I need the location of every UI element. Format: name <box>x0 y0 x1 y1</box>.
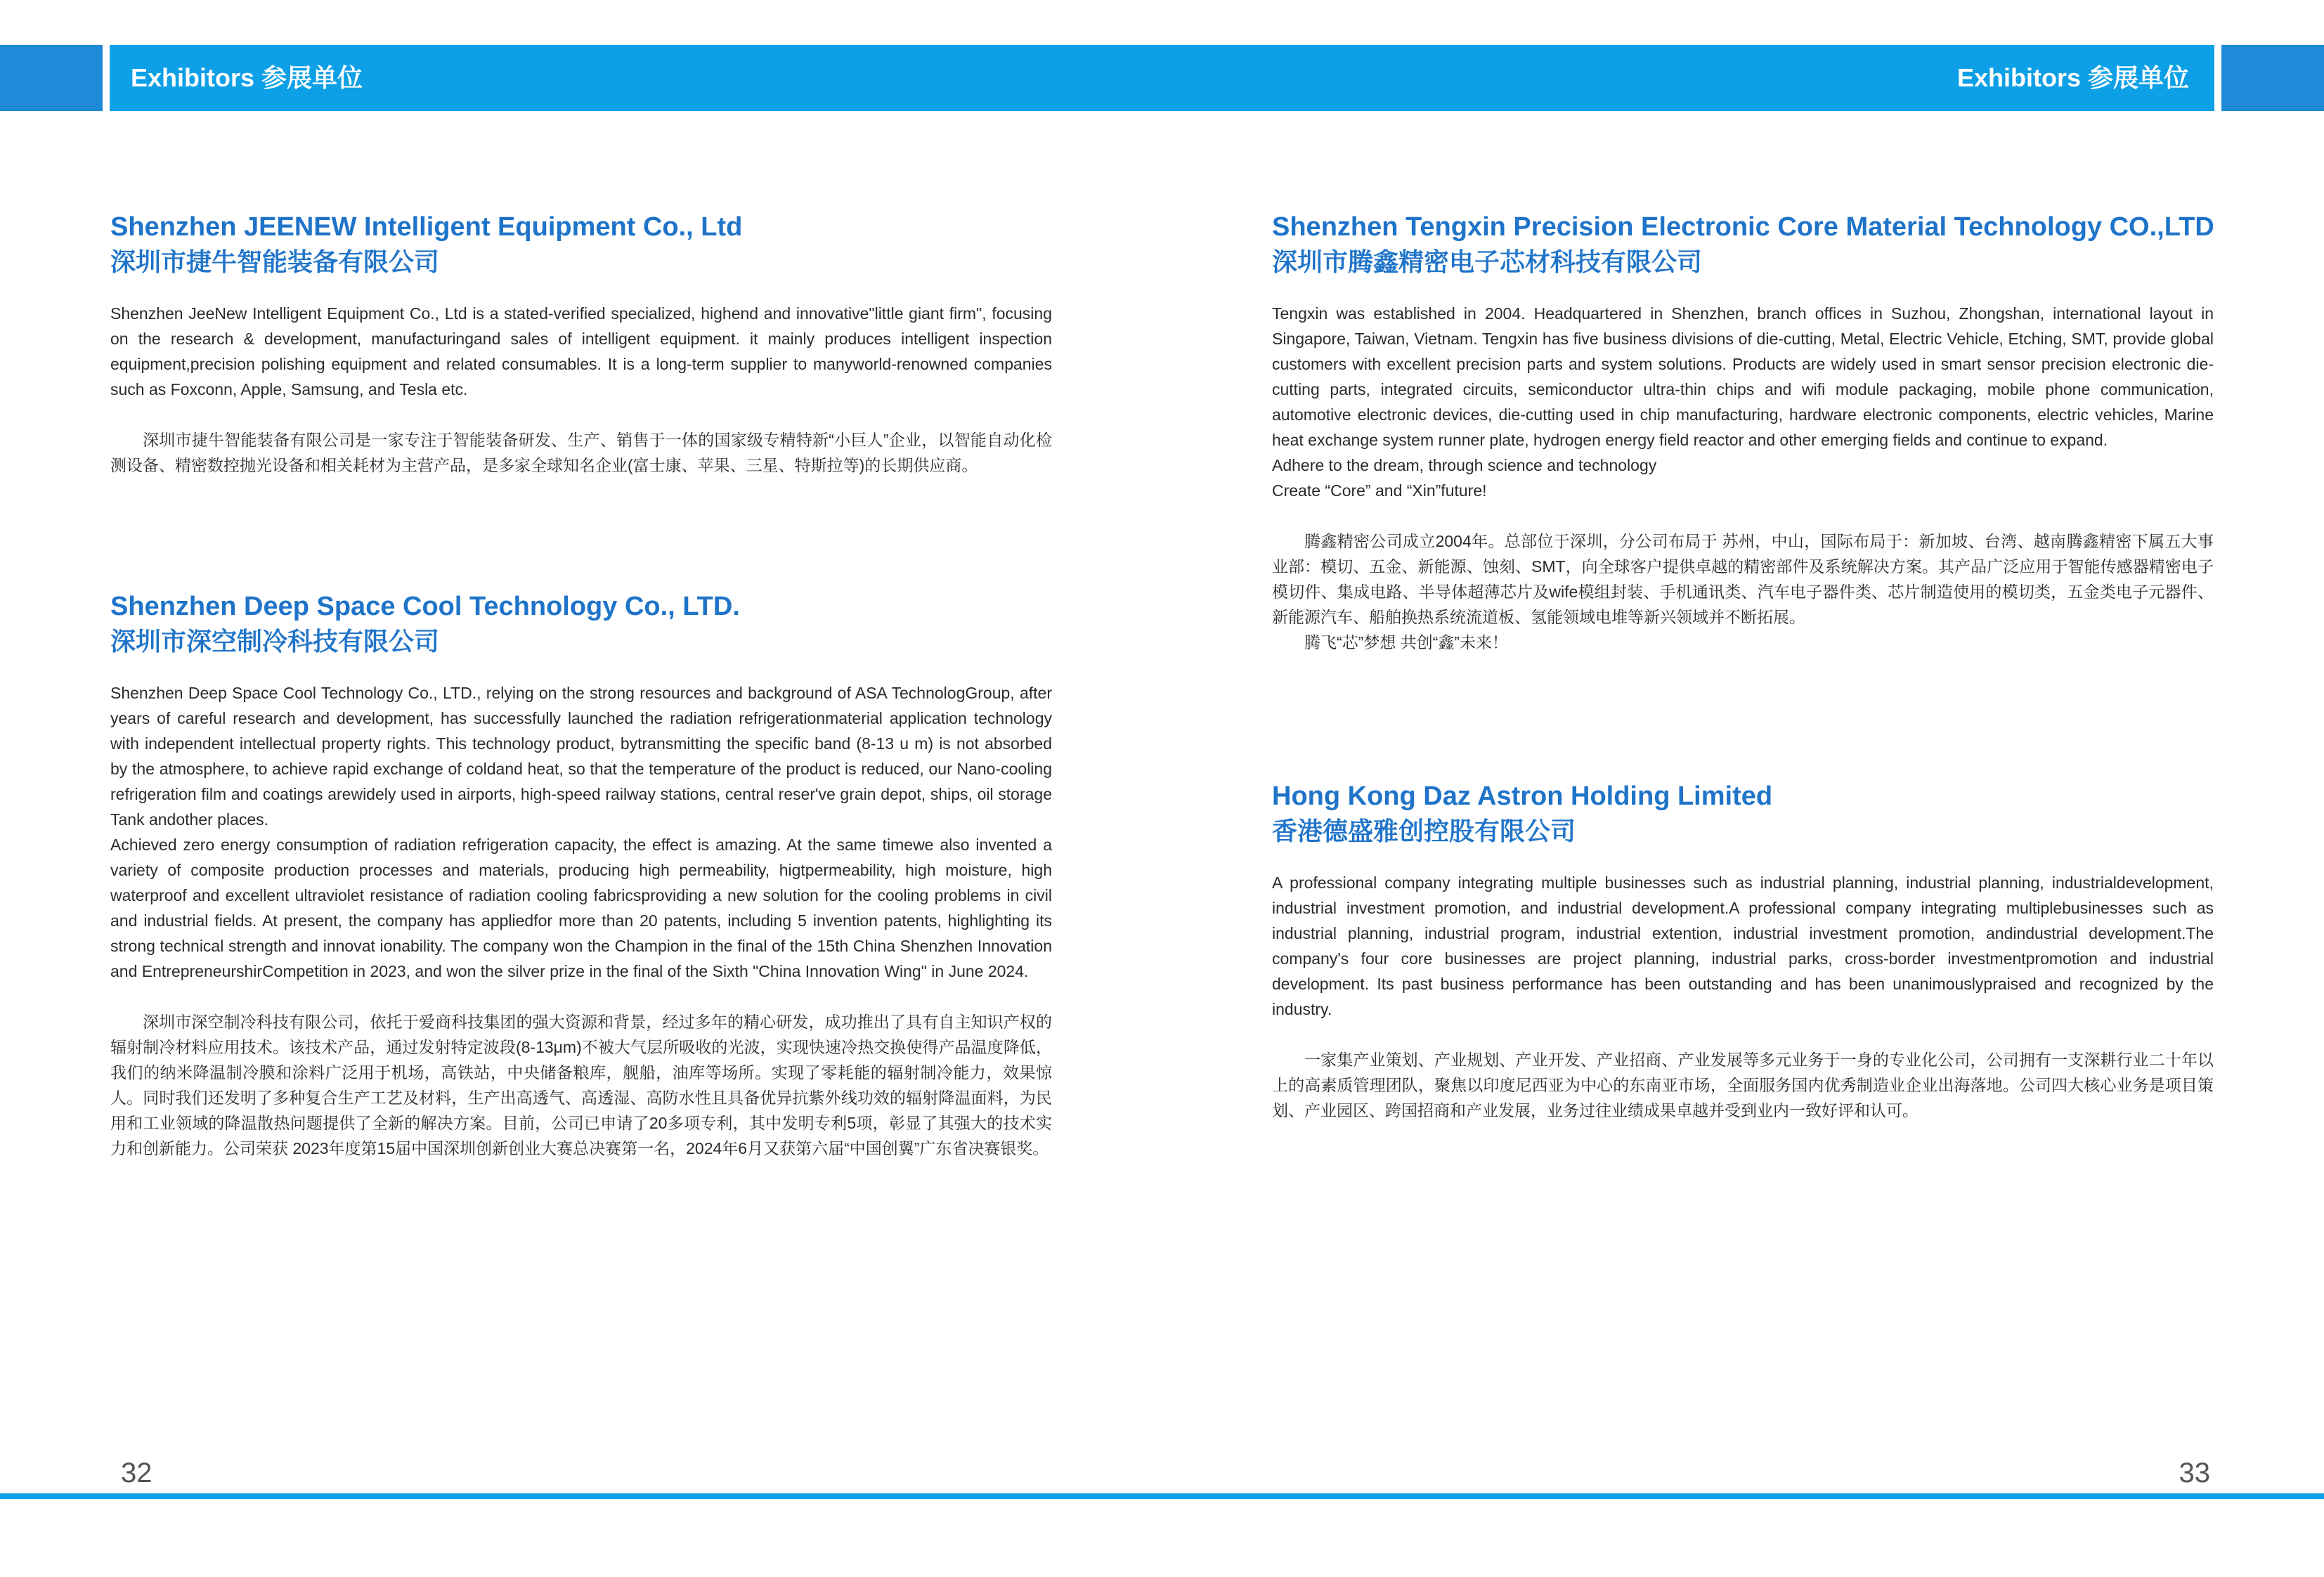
company-name-zh: 深圳市深空制冷科技有限公司 <box>110 627 440 656</box>
company-description-zh: 腾鑫精密公司成立2004年。总部位于深圳，分公司布局于 苏州，中山，国际布局于：新加坡、台湾、越南腾鑫精密下属五大事业部：模切、五金、新能源、蚀刻、SMT，向全球客户提供卓越的精密部件及系统解决方案。其产品广泛应用于智能传感器精密电子模切件、集成电路、半导体超薄芯片及wife模组封装、手机通讯类、汽车电子器件类、芯片制造使用的模切类，五金类电子元器件、新能源汽车、船舶换热系统流道板、氢能领域电堆等新兴领域并不断拓展。 <box>1272 532 2214 626</box>
company-description-zh: 深圳市深空制冷科技有限公司，依托于爱商科技集团的强大资源和背景，经过多年的精心研发，成功推出了具有自主知识产权的辐射制冷材料应用技术。该技术产品，通过发射特定波段(8-13μm)不被大气层所吸收的光波，实现快速冷热交换使得产品温度降低，我们的纳米降温制冷膜和涂料广泛用于机场，高铁站，中央储备粮库，舰船，油库等场所。实现了零耗能的辐射制冷能力，效果惊人。同时我们还发明了多种复合生产工艺及材料，生产出高透气、高透湿、高防水性且具备优异抗紫外线功效的辐射降温面料，为民用和工业领域的降温散热问题提供了全新的解决方案。目前，公司已申请了20多项专利，其中发明专利5项，彰显了其强大的技术实力和创新能力。公司荣获 2023年度第15届中国深圳创新创业大赛总决赛第一名，2024年6月又获第六届“中国创翼”广东省决赛银奖。 <box>110 1013 1052 1157</box>
section-title-right: Exhibitors 参展单位 <box>1956 63 2189 92</box>
company-description-en: Shenzhen Deep Space Cool Technology Co., LTD., relying on the strong resources and background of ASA TechnologGroup, after years of careful research and development, has successfully launched the radiation refrigerationmaterial application technology with independent intellectual property rights. This technology product, bytransmitting the specific band (8-13 u m) is not absorbed by the atmosphere, to achieve rapid exchange of coldand heat, so that the temperature of the product is reduced, our Nano-cooling refrigeration film and coatings arewidely used in airports, high-speed railway stations, central reser've grain depot, ships, oil storage Tank andother places. <box>110 684 1052 829</box>
company-description-en: Shenzhen JeeNew Intelligent Equipment Co., Ltd is a stated-verified specialized, highend and innovative"little giant firm", focusing on the research & development, manufacturingand sales of intelligent equipment. it mainly produces intelligent inspection equipment,precision polishing equipment and related consumables. It is a long-term supplier to manyworld-renowned companies such as Foxconn, Apple, Samsung, and Tesla etc. <box>110 304 1052 398</box>
company-slogan-zh: 腾飞“芯”梦想 共创“鑫”未来！ <box>1304 633 1509 651</box>
company-description-en-continued: Achieved zero energy consumption of radiation refrigeration capacity, the effect is amazing. At the same timewe also invented a variety of composite production processes and materials, producing high permeability, higtpermeability, high moisture, high waterproof and excellent ultraviolet resistance of radiation cooling fabricsproviding a new solution for the cooling problems in civil and industrial fields. At present, the company has appliedfor more than 20 patents, including 5 invention patents, highlighting its strong technical strength and innovat ionability. The company won the Champion in the final of the 15th China Shenzhen Innovation and EntrepreneurshirCompetition in 2023, and won the silver prize in the final of the Sixth "China Innovation Wing" in June 2024. <box>110 836 1052 980</box>
company-name-zh: 深圳市腾鑫精密电子芯材科技有限公司 <box>1272 247 1703 276</box>
company-description-en: Tengxin was established in 2004. Headquartered in Shenzhen, branch offices in Suzhou, Zhongshan, international layout in Singapore, Taiwan, Vietnam. Tengxin has five business divisions of die-cutting, Metal, Electric Vehicle, Etching, SMT, provide global customers with excellent precision parts and system solutions. Products are widely used in smart sensor precision electronic die-cutting parts, integrated circuits, semiconductor ultra-thin chips and wifi module packaging, mobile phone communication, automotive electronic devices, die-cutting used in chip manufacturing, hardware electronic components, electric vehicles, Marine heat exchange system runner plate, hydrogen energy field reactor and other emerging fields and continue to expand. <box>1272 304 2214 449</box>
company-name-en: Shenzhen Deep Space Cool Technology Co., LTD. <box>110 592 740 621</box>
company-name-en: Hong Kong Daz Astron Holding Limited <box>1272 781 1773 811</box>
company-name-en: Shenzhen Tengxin Precision Electronic Core Material Technology CO.,LTD <box>1272 212 2214 242</box>
page-number-right: 33 <box>2179 1458 2210 1488</box>
company-name-zh: 香港德盛雅创控股有限公司 <box>1272 817 1576 845</box>
header-accent-left <box>0 45 103 111</box>
company-jeenew <box>110 209 1052 478</box>
company-name-zh: 深圳市捷牛智能装备有限公司 <box>110 247 440 276</box>
company-description-zh: 深圳市捷牛智能装备有限公司是一家专注于智能装备研发、生产、销售于一体的国家级专精特新“小巨人”企业，以智能自动化检测设备、精密数控抛光设备和相关耗材为主营产品，是多家全球知名企业(富士康、苹果、三星、特斯拉等)的长期供应商。 <box>110 431 1052 474</box>
header-accent-right <box>2221 45 2324 111</box>
company-daz-astron <box>1272 779 2214 1123</box>
company-slogan-en-line2: Create “Core” and “Xin”future! <box>1272 481 1487 500</box>
company-description-zh: 一家集产业策划、产业规划、产业开发、产业招商、产业发展等多元业务于一身的专业化公司，公司拥有一支深耕行业二十年以上的高素质管理团队，聚焦以印度尼西亚为中心的东南亚市场，全面服务国内优秀制造业企业出海落地。公司四大核心业务是项目策划、产业园区、跨国招商和产业发展，业务过往业绩成果卓越并受到业内一致好评和认可。 <box>1272 1051 2214 1120</box>
company-slogan-en-line1: Adhere to the dream, through science and technology <box>1272 456 1657 474</box>
company-tengxin <box>1272 209 2214 655</box>
section-title-left: Exhibitors 参展单位 <box>131 63 363 92</box>
footer-divider <box>0 1493 2324 1499</box>
page-number-left: 32 <box>121 1458 152 1488</box>
company-deep-space-cool <box>110 589 1052 1161</box>
company-name-en: Shenzhen JEENEW Intelligent Equipment Co., Ltd <box>110 212 743 242</box>
company-description-en: A professional company integrating multiple businesses such as industrial planning, industrial planning, industrialdevelopment, industrial investment promotion, and industrial development.A professional company integrating multiplebusinesses such as industrial planning, industrial program, industrial extention, industrial investment promotion, andindustrial development.The company's four core businesses are project planning, industrial parks, cross-border investmentpromotion and industrial development. Its past business performance has been outstanding and has been unanimouslypraised and recognized by the industry. <box>1272 874 2214 1018</box>
